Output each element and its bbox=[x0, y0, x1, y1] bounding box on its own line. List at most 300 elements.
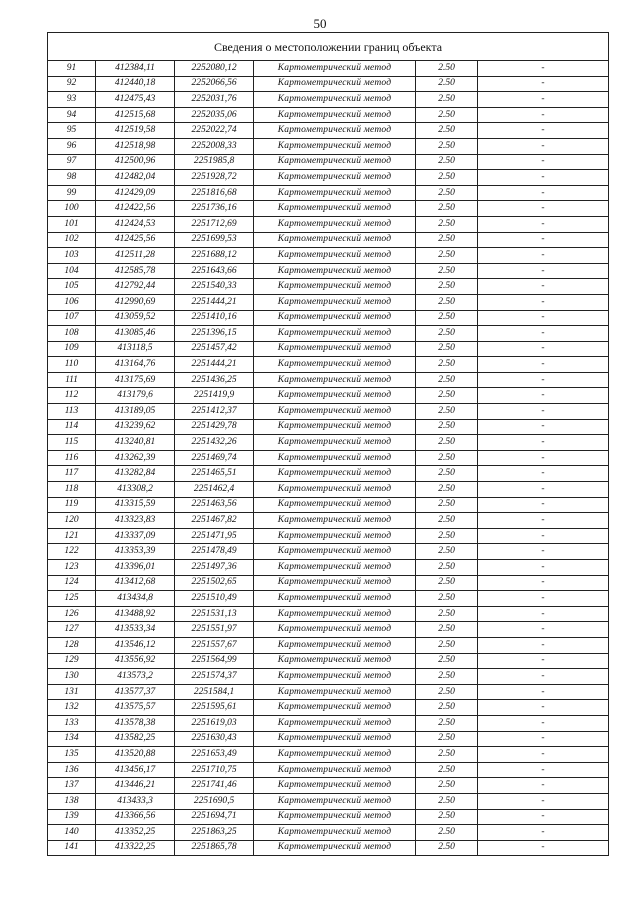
method-cell: Картометрический метод bbox=[254, 76, 416, 92]
note-cell: - bbox=[478, 466, 609, 482]
coord-y-cell: 2251574,37 bbox=[175, 669, 254, 685]
precision-cell: 2.50 bbox=[416, 793, 478, 809]
table-row bbox=[48, 591, 609, 607]
coord-y-cell: 2251465,51 bbox=[175, 466, 254, 482]
coord-y-cell: 2251540,33 bbox=[175, 279, 254, 295]
table-row bbox=[48, 341, 609, 357]
coord-y-cell: 2252066,56 bbox=[175, 76, 254, 92]
method-cell: Картометрический метод bbox=[254, 294, 416, 310]
coord-y-cell: 2252035,06 bbox=[175, 107, 254, 123]
note-cell: - bbox=[478, 435, 609, 451]
coord-y-cell: 2251595,61 bbox=[175, 700, 254, 716]
coord-x-cell: 413175,69 bbox=[96, 372, 175, 388]
coord-y-cell: 2252080,12 bbox=[175, 61, 254, 77]
coord-y-cell: 2251396,15 bbox=[175, 326, 254, 342]
note-cell: - bbox=[478, 232, 609, 248]
point-number-cell: 126 bbox=[48, 606, 96, 622]
table-row bbox=[48, 840, 609, 856]
coord-y-cell: 2251467,82 bbox=[175, 513, 254, 529]
coord-y-cell: 2251463,56 bbox=[175, 497, 254, 513]
method-cell: Картометрический метод bbox=[254, 138, 416, 154]
point-number-cell: 115 bbox=[48, 435, 96, 451]
point-number-cell: 111 bbox=[48, 372, 96, 388]
note-cell: - bbox=[478, 310, 609, 326]
point-number-cell: 112 bbox=[48, 388, 96, 404]
method-cell: Картометрический метод bbox=[254, 232, 416, 248]
coord-y-cell: 2252022,74 bbox=[175, 123, 254, 139]
table-row bbox=[48, 747, 609, 763]
point-number-cell: 130 bbox=[48, 669, 96, 685]
coord-x-cell: 412424,53 bbox=[96, 216, 175, 232]
precision-cell: 2.50 bbox=[416, 637, 478, 653]
point-number-cell: 103 bbox=[48, 248, 96, 264]
point-number-cell: 129 bbox=[48, 653, 96, 669]
coord-x-cell: 413556,92 bbox=[96, 653, 175, 669]
method-cell: Картометрический метод bbox=[254, 185, 416, 201]
coord-y-cell: 2252031,76 bbox=[175, 92, 254, 108]
precision-cell: 2.50 bbox=[416, 762, 478, 778]
table-row bbox=[48, 450, 609, 466]
table-row bbox=[48, 622, 609, 638]
precision-cell: 2.50 bbox=[416, 123, 478, 139]
precision-cell: 2.50 bbox=[416, 263, 478, 279]
table-row bbox=[48, 606, 609, 622]
table-row bbox=[48, 700, 609, 716]
point-number-cell: 123 bbox=[48, 560, 96, 576]
coord-x-cell: 413322,25 bbox=[96, 840, 175, 856]
coord-x-cell: 413282,84 bbox=[96, 466, 175, 482]
note-cell: - bbox=[478, 154, 609, 170]
method-cell: Картометрический метод bbox=[254, 606, 416, 622]
point-number-cell: 91 bbox=[48, 61, 96, 77]
point-number-cell: 109 bbox=[48, 341, 96, 357]
method-cell: Картометрический метод bbox=[254, 513, 416, 529]
method-cell: Картометрический метод bbox=[254, 404, 416, 420]
point-number-cell: 122 bbox=[48, 544, 96, 560]
point-number-cell: 98 bbox=[48, 170, 96, 186]
method-cell: Картометрический метод bbox=[254, 747, 416, 763]
method-cell: Картометрический метод bbox=[254, 793, 416, 809]
precision-cell: 2.50 bbox=[416, 107, 478, 123]
table-row bbox=[48, 76, 609, 92]
coord-y-cell: 2251712,69 bbox=[175, 216, 254, 232]
coord-x-cell: 413533,34 bbox=[96, 622, 175, 638]
point-number-cell: 106 bbox=[48, 294, 96, 310]
precision-cell: 2.50 bbox=[416, 513, 478, 529]
precision-cell: 2.50 bbox=[416, 435, 478, 451]
precision-cell: 2.50 bbox=[416, 310, 478, 326]
precision-cell: 2.50 bbox=[416, 715, 478, 731]
table-row bbox=[48, 778, 609, 794]
point-number-cell: 117 bbox=[48, 466, 96, 482]
point-number-cell: 92 bbox=[48, 76, 96, 92]
coord-y-cell: 2251419,9 bbox=[175, 388, 254, 404]
point-number-cell: 99 bbox=[48, 185, 96, 201]
point-number-cell: 128 bbox=[48, 637, 96, 653]
method-cell: Картометрический метод bbox=[254, 544, 416, 560]
table-row bbox=[48, 575, 609, 591]
precision-cell: 2.50 bbox=[416, 840, 478, 856]
coord-y-cell: 2251985,8 bbox=[175, 154, 254, 170]
note-cell: - bbox=[478, 92, 609, 108]
precision-cell: 2.50 bbox=[416, 560, 478, 576]
coordinates-table-body bbox=[48, 61, 609, 856]
method-cell: Картометрический метод bbox=[254, 653, 416, 669]
precision-cell: 2.50 bbox=[416, 497, 478, 513]
page-number: 50 bbox=[313, 16, 327, 31]
point-number-cell: 124 bbox=[48, 575, 96, 591]
coord-x-cell: 412990,69 bbox=[96, 294, 175, 310]
table-row bbox=[48, 513, 609, 529]
method-cell: Картометрический метод bbox=[254, 482, 416, 498]
point-number-cell: 116 bbox=[48, 450, 96, 466]
method-cell: Картометрический метод bbox=[254, 591, 416, 607]
note-cell: - bbox=[478, 294, 609, 310]
method-cell: Картометрический метод bbox=[254, 669, 416, 685]
coord-x-cell: 413456,17 bbox=[96, 762, 175, 778]
point-number-cell: 140 bbox=[48, 825, 96, 841]
table-row bbox=[48, 419, 609, 435]
coord-x-cell: 413577,37 bbox=[96, 684, 175, 700]
coord-x-cell: 413488,92 bbox=[96, 606, 175, 622]
coord-y-cell: 2251688,12 bbox=[175, 248, 254, 264]
table-row bbox=[48, 684, 609, 700]
coord-y-cell: 2251471,95 bbox=[175, 528, 254, 544]
precision-cell: 2.50 bbox=[416, 419, 478, 435]
coord-x-cell: 413315,59 bbox=[96, 497, 175, 513]
method-cell: Картометрический метод bbox=[254, 809, 416, 825]
method-cell: Картометрический метод bbox=[254, 92, 416, 108]
precision-cell: 2.50 bbox=[416, 279, 478, 295]
note-cell: - bbox=[478, 528, 609, 544]
precision-cell: 2.50 bbox=[416, 575, 478, 591]
note-cell: - bbox=[478, 653, 609, 669]
table-row bbox=[48, 404, 609, 420]
point-number-cell: 125 bbox=[48, 591, 96, 607]
table-row bbox=[48, 170, 609, 186]
table-row bbox=[48, 528, 609, 544]
method-cell: Картометрический метод bbox=[254, 466, 416, 482]
coord-x-cell: 413164,76 bbox=[96, 357, 175, 373]
coord-x-cell: 412440,18 bbox=[96, 76, 175, 92]
method-cell: Картометрический метод bbox=[254, 310, 416, 326]
method-cell: Картометрический метод bbox=[254, 450, 416, 466]
note-cell: - bbox=[478, 575, 609, 591]
coord-x-cell: 413366,56 bbox=[96, 809, 175, 825]
table-row bbox=[48, 388, 609, 404]
coord-y-cell: 2251741,46 bbox=[175, 778, 254, 794]
precision-cell: 2.50 bbox=[416, 544, 478, 560]
precision-cell: 2.50 bbox=[416, 731, 478, 747]
precision-cell: 2.50 bbox=[416, 92, 478, 108]
precision-cell: 2.50 bbox=[416, 809, 478, 825]
note-cell: - bbox=[478, 419, 609, 435]
note-cell: - bbox=[478, 747, 609, 763]
note-cell: - bbox=[478, 357, 609, 373]
precision-cell: 2.50 bbox=[416, 404, 478, 420]
precision-cell: 2.50 bbox=[416, 216, 478, 232]
point-number-cell: 104 bbox=[48, 263, 96, 279]
method-cell: Картометрический метод bbox=[254, 107, 416, 123]
method-cell: Картометрический метод bbox=[254, 357, 416, 373]
table-row bbox=[48, 825, 609, 841]
precision-cell: 2.50 bbox=[416, 248, 478, 264]
point-number-cell: 97 bbox=[48, 154, 96, 170]
point-number-cell: 119 bbox=[48, 497, 96, 513]
table-row bbox=[48, 201, 609, 217]
coord-y-cell: 2251557,67 bbox=[175, 637, 254, 653]
note-cell: - bbox=[478, 248, 609, 264]
point-number-cell: 102 bbox=[48, 232, 96, 248]
coord-y-cell: 2251457,42 bbox=[175, 341, 254, 357]
table-row bbox=[48, 154, 609, 170]
coord-x-cell: 412511,28 bbox=[96, 248, 175, 264]
coord-y-cell: 2251531,13 bbox=[175, 606, 254, 622]
table-row bbox=[48, 107, 609, 123]
point-number-cell: 137 bbox=[48, 778, 96, 794]
table-row bbox=[48, 669, 609, 685]
method-cell: Картометрический метод bbox=[254, 840, 416, 856]
method-cell: Картометрический метод bbox=[254, 201, 416, 217]
note-cell: - bbox=[478, 560, 609, 576]
method-cell: Картометрический метод bbox=[254, 497, 416, 513]
table-row bbox=[48, 263, 609, 279]
method-cell: Картометрический метод bbox=[254, 622, 416, 638]
coord-y-cell: 2251690,5 bbox=[175, 793, 254, 809]
precision-cell: 2.50 bbox=[416, 185, 478, 201]
coord-x-cell: 412422,56 bbox=[96, 201, 175, 217]
coord-x-cell: 412425,56 bbox=[96, 232, 175, 248]
table-row bbox=[48, 809, 609, 825]
note-cell: - bbox=[478, 61, 609, 77]
point-number-cell: 132 bbox=[48, 700, 96, 716]
point-number-cell: 134 bbox=[48, 731, 96, 747]
note-cell: - bbox=[478, 684, 609, 700]
table-row bbox=[48, 326, 609, 342]
coord-x-cell: 413179,6 bbox=[96, 388, 175, 404]
coord-x-cell: 413573,2 bbox=[96, 669, 175, 685]
method-cell: Картометрический метод bbox=[254, 715, 416, 731]
table-row bbox=[48, 560, 609, 576]
table-row bbox=[48, 216, 609, 232]
method-cell: Картометрический метод bbox=[254, 435, 416, 451]
note-cell: - bbox=[478, 778, 609, 794]
precision-cell: 2.50 bbox=[416, 622, 478, 638]
coord-x-cell: 413412,68 bbox=[96, 575, 175, 591]
precision-cell: 2.50 bbox=[416, 326, 478, 342]
point-number-cell: 138 bbox=[48, 793, 96, 809]
coord-y-cell: 2251928,72 bbox=[175, 170, 254, 186]
coord-x-cell: 413189,05 bbox=[96, 404, 175, 420]
method-cell: Картометрический метод bbox=[254, 731, 416, 747]
coord-x-cell: 413520,88 bbox=[96, 747, 175, 763]
precision-cell: 2.50 bbox=[416, 669, 478, 685]
precision-cell: 2.50 bbox=[416, 170, 478, 186]
precision-cell: 2.50 bbox=[416, 341, 478, 357]
table-row bbox=[48, 762, 609, 778]
note-cell: - bbox=[478, 793, 609, 809]
coord-x-cell: 413546,12 bbox=[96, 637, 175, 653]
coord-y-cell: 2251469,74 bbox=[175, 450, 254, 466]
note-cell: - bbox=[478, 731, 609, 747]
precision-cell: 2.50 bbox=[416, 653, 478, 669]
coord-y-cell: 2251444,21 bbox=[175, 294, 254, 310]
table-row bbox=[48, 482, 609, 498]
point-number-cell: 95 bbox=[48, 123, 96, 139]
table-row bbox=[48, 248, 609, 264]
note-cell: - bbox=[478, 388, 609, 404]
note-cell: - bbox=[478, 170, 609, 186]
point-number-cell: 114 bbox=[48, 419, 96, 435]
table-row bbox=[48, 637, 609, 653]
coord-y-cell: 2251502,65 bbox=[175, 575, 254, 591]
coord-x-cell: 413337,09 bbox=[96, 528, 175, 544]
point-number-cell: 121 bbox=[48, 528, 96, 544]
precision-cell: 2.50 bbox=[416, 61, 478, 77]
coord-x-cell: 413434,8 bbox=[96, 591, 175, 607]
coordinates-table bbox=[47, 60, 609, 856]
note-cell: - bbox=[478, 326, 609, 342]
note-cell: - bbox=[478, 279, 609, 295]
coord-y-cell: 2251429,78 bbox=[175, 419, 254, 435]
method-cell: Картометрический метод bbox=[254, 825, 416, 841]
coord-x-cell: 412475,43 bbox=[96, 92, 175, 108]
coord-x-cell: 412515,68 bbox=[96, 107, 175, 123]
point-number-cell: 96 bbox=[48, 138, 96, 154]
note-cell: - bbox=[478, 762, 609, 778]
coord-y-cell: 2251816,68 bbox=[175, 185, 254, 201]
point-number-cell: 131 bbox=[48, 684, 96, 700]
coord-x-cell: 413396,01 bbox=[96, 560, 175, 576]
precision-cell: 2.50 bbox=[416, 294, 478, 310]
table-header-title: Сведения о местоположении границ объекта bbox=[47, 32, 609, 60]
note-cell: - bbox=[478, 450, 609, 466]
note-cell: - bbox=[478, 497, 609, 513]
coord-x-cell: 412585,78 bbox=[96, 263, 175, 279]
coord-x-cell: 413308,2 bbox=[96, 482, 175, 498]
coord-y-cell: 2252008,33 bbox=[175, 138, 254, 154]
coord-y-cell: 2251432,26 bbox=[175, 435, 254, 451]
coord-y-cell: 2251736,16 bbox=[175, 201, 254, 217]
note-cell: - bbox=[478, 544, 609, 560]
point-number-cell: 133 bbox=[48, 715, 96, 731]
precision-cell: 2.50 bbox=[416, 825, 478, 841]
precision-cell: 2.50 bbox=[416, 684, 478, 700]
precision-cell: 2.50 bbox=[416, 372, 478, 388]
coord-x-cell: 412518,98 bbox=[96, 138, 175, 154]
method-cell: Картометрический метод bbox=[254, 560, 416, 576]
coord-y-cell: 2251436,25 bbox=[175, 372, 254, 388]
note-cell: - bbox=[478, 825, 609, 841]
coord-x-cell: 413085,46 bbox=[96, 326, 175, 342]
point-number-cell: 136 bbox=[48, 762, 96, 778]
precision-cell: 2.50 bbox=[416, 591, 478, 607]
precision-cell: 2.50 bbox=[416, 232, 478, 248]
coord-y-cell: 2251643,66 bbox=[175, 263, 254, 279]
point-number-cell: 141 bbox=[48, 840, 96, 856]
method-cell: Картометрический метод bbox=[254, 762, 416, 778]
note-cell: - bbox=[478, 637, 609, 653]
coord-x-cell: 413353,39 bbox=[96, 544, 175, 560]
coord-x-cell: 413059,52 bbox=[96, 310, 175, 326]
coord-x-cell: 413578,38 bbox=[96, 715, 175, 731]
note-cell: - bbox=[478, 669, 609, 685]
coord-y-cell: 2251410,16 bbox=[175, 310, 254, 326]
note-cell: - bbox=[478, 107, 609, 123]
point-number-cell: 135 bbox=[48, 747, 96, 763]
precision-cell: 2.50 bbox=[416, 388, 478, 404]
note-cell: - bbox=[478, 216, 609, 232]
coord-x-cell: 412792,44 bbox=[96, 279, 175, 295]
precision-cell: 2.50 bbox=[416, 357, 478, 373]
precision-cell: 2.50 bbox=[416, 700, 478, 716]
coord-y-cell: 2251462,4 bbox=[175, 482, 254, 498]
note-cell: - bbox=[478, 263, 609, 279]
coord-y-cell: 2251863,25 bbox=[175, 825, 254, 841]
table-row bbox=[48, 279, 609, 295]
coord-x-cell: 413118,5 bbox=[96, 341, 175, 357]
coord-y-cell: 2251412,37 bbox=[175, 404, 254, 420]
method-cell: Картометрический метод bbox=[254, 778, 416, 794]
method-cell: Картометрический метод bbox=[254, 419, 416, 435]
coord-x-cell: 413239,62 bbox=[96, 419, 175, 435]
note-cell: - bbox=[478, 809, 609, 825]
precision-cell: 2.50 bbox=[416, 606, 478, 622]
coord-x-cell: 413575,57 bbox=[96, 700, 175, 716]
method-cell: Картометрический метод bbox=[254, 372, 416, 388]
coord-y-cell: 2251551,97 bbox=[175, 622, 254, 638]
method-cell: Картометрический метод bbox=[254, 154, 416, 170]
note-cell: - bbox=[478, 622, 609, 638]
method-cell: Картометрический метод bbox=[254, 248, 416, 264]
coord-x-cell: 413240,81 bbox=[96, 435, 175, 451]
precision-cell: 2.50 bbox=[416, 138, 478, 154]
method-cell: Картометрический метод bbox=[254, 700, 416, 716]
coord-x-cell: 412519,58 bbox=[96, 123, 175, 139]
note-cell: - bbox=[478, 372, 609, 388]
point-number-cell: 107 bbox=[48, 310, 96, 326]
note-cell: - bbox=[478, 482, 609, 498]
table-row bbox=[48, 653, 609, 669]
coord-x-cell: 413262,39 bbox=[96, 450, 175, 466]
method-cell: Картометрический метод bbox=[254, 637, 416, 653]
method-cell: Картометрический метод bbox=[254, 528, 416, 544]
table-row bbox=[48, 123, 609, 139]
note-cell: - bbox=[478, 404, 609, 420]
precision-cell: 2.50 bbox=[416, 450, 478, 466]
method-cell: Картометрический метод bbox=[254, 123, 416, 139]
note-cell: - bbox=[478, 715, 609, 731]
table-row bbox=[48, 793, 609, 809]
table-row bbox=[48, 92, 609, 108]
table-row bbox=[48, 497, 609, 513]
note-cell: - bbox=[478, 123, 609, 139]
note-cell: - bbox=[478, 185, 609, 201]
note-cell: - bbox=[478, 341, 609, 357]
coord-x-cell: 413433,3 bbox=[96, 793, 175, 809]
point-number-cell: 110 bbox=[48, 357, 96, 373]
coord-y-cell: 2251699,53 bbox=[175, 232, 254, 248]
point-number-cell: 100 bbox=[48, 201, 96, 217]
table-row bbox=[48, 310, 609, 326]
table-row bbox=[48, 466, 609, 482]
table-row bbox=[48, 544, 609, 560]
table-row bbox=[48, 61, 609, 77]
point-number-cell: 120 bbox=[48, 513, 96, 529]
table-row bbox=[48, 185, 609, 201]
point-number-cell: 127 bbox=[48, 622, 96, 638]
coord-x-cell: 413352,25 bbox=[96, 825, 175, 841]
